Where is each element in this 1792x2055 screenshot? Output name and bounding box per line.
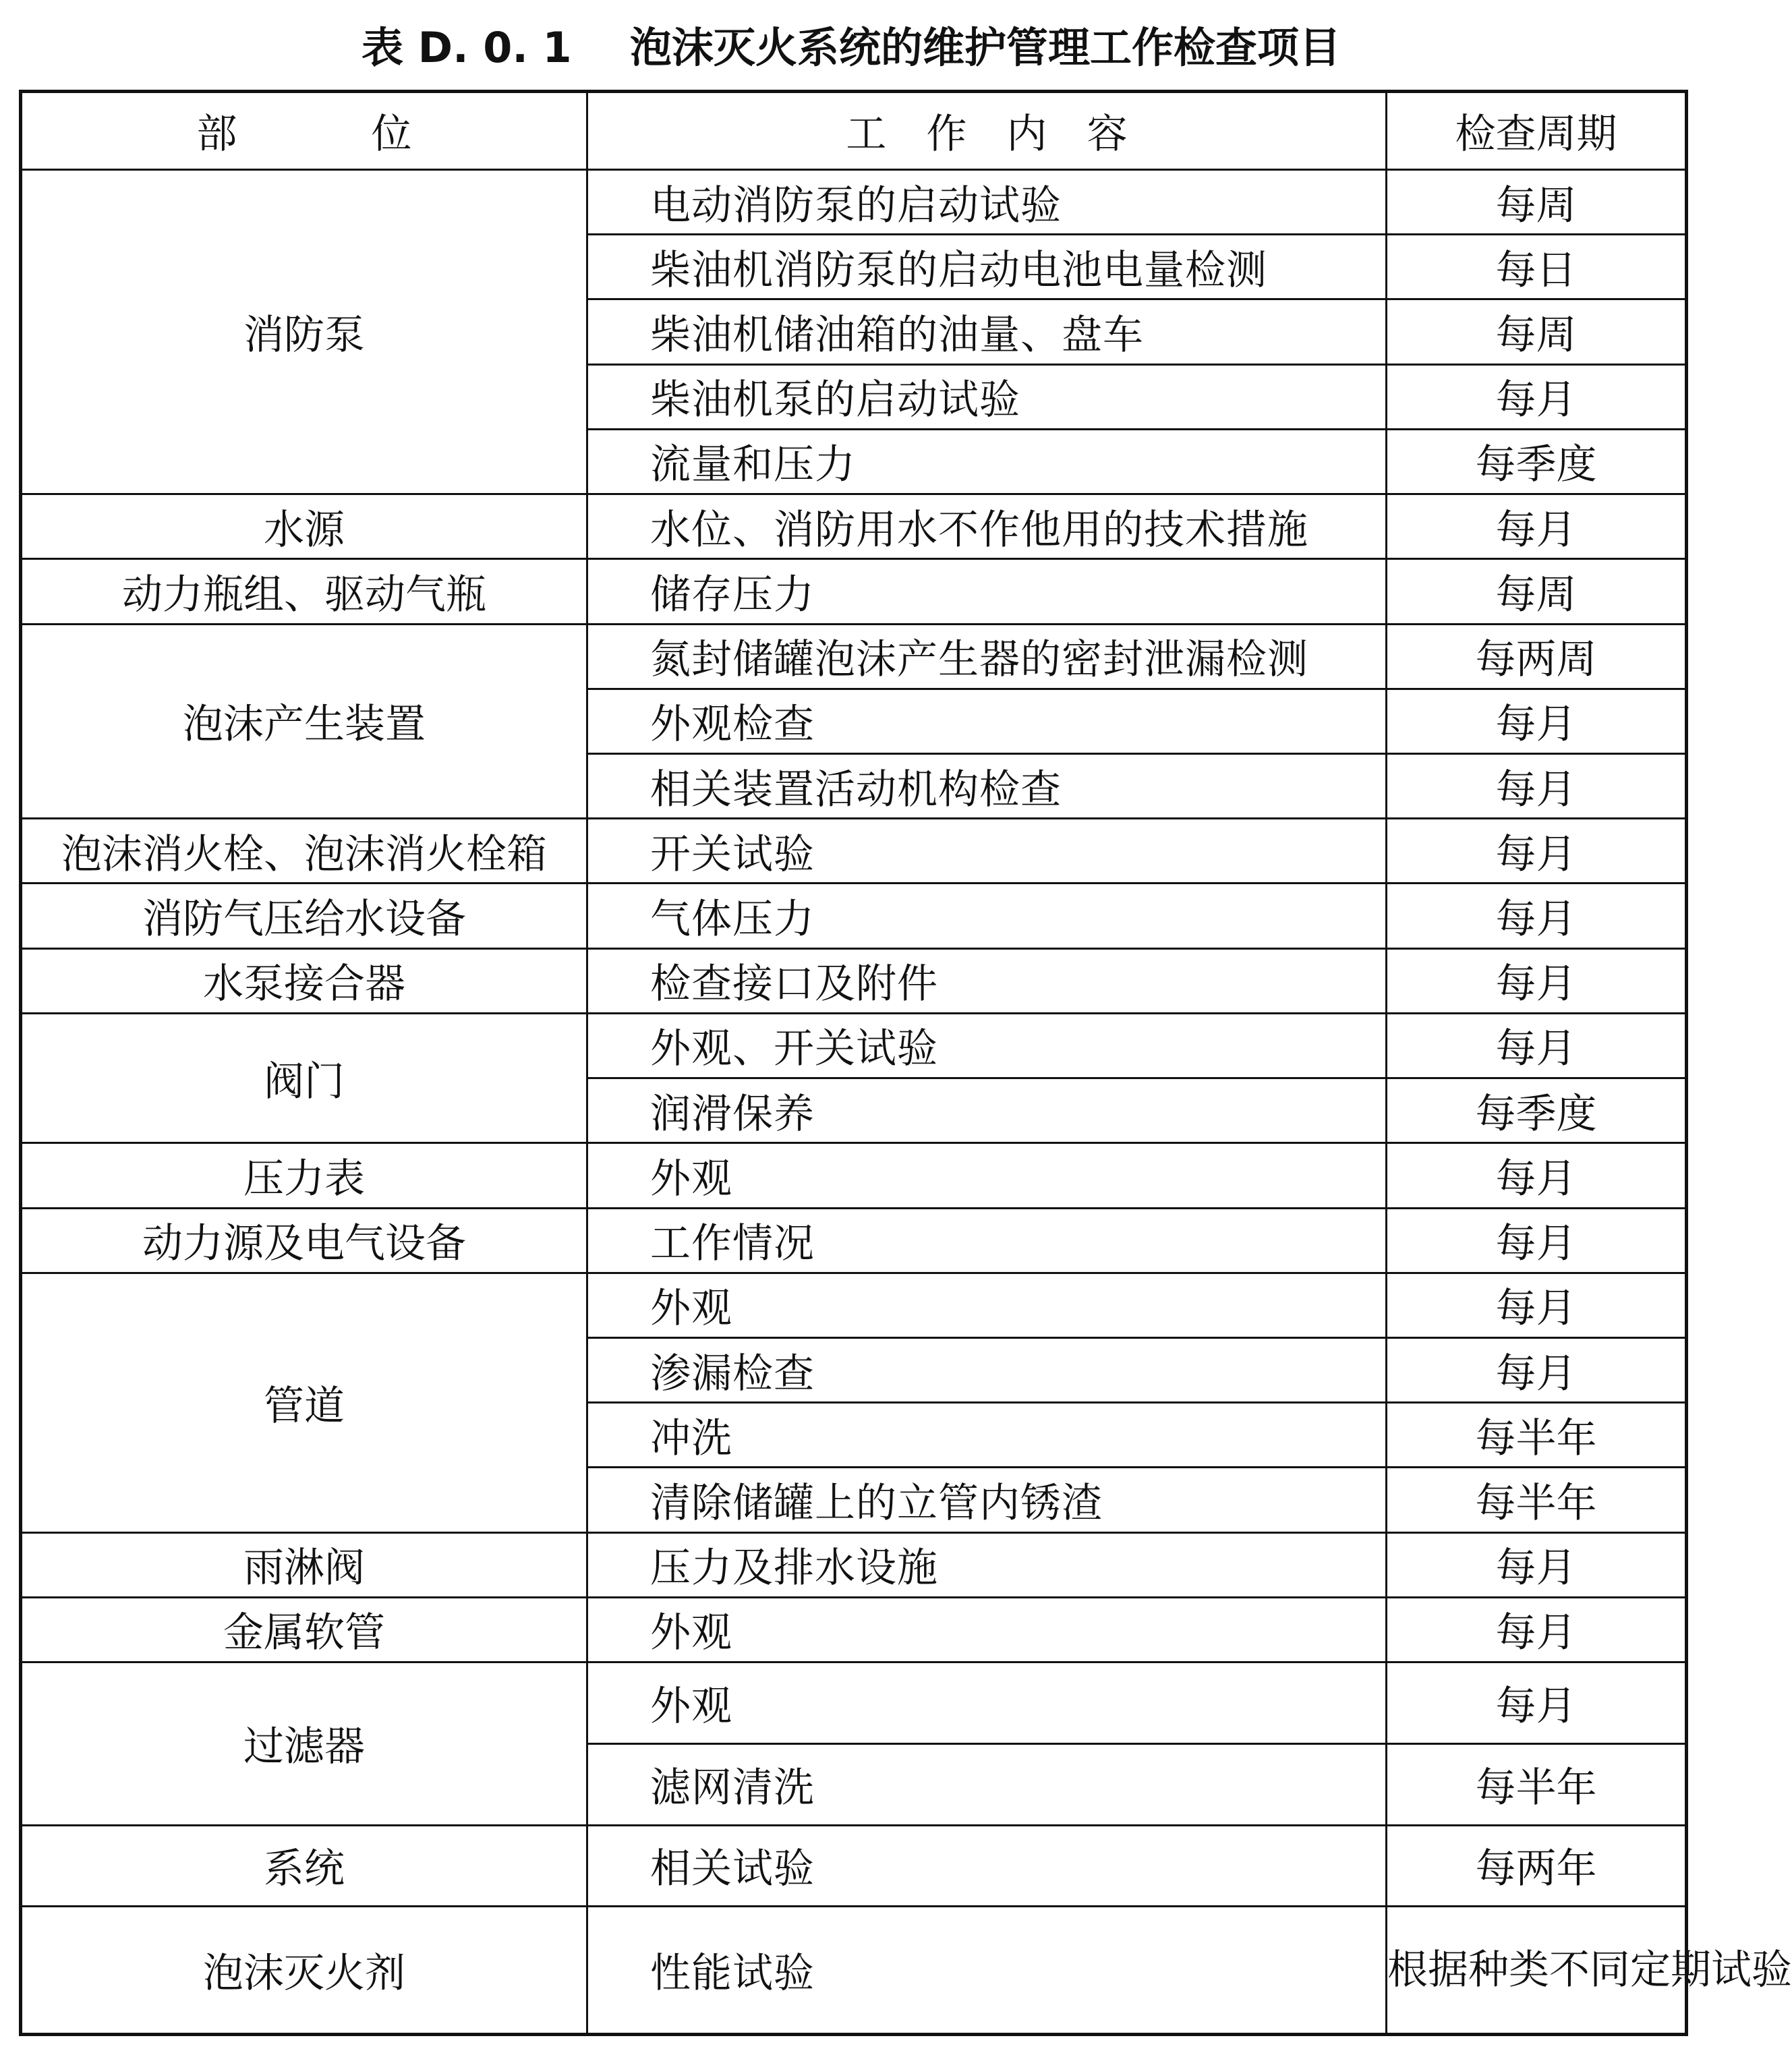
cell-content: 检查接口及附件 [587,948,1387,1013]
cell-period: 每周 [1387,170,1687,235]
table-row [21,884,1687,948]
cell-period: 每周 [1387,299,1687,364]
cell-content: 润滑保养 [587,1078,1387,1143]
cell-content: 渗漏检查 [587,1337,1387,1402]
cell-part: 泡沫灭火剂 [21,1907,587,2035]
cell-content: 流量和压力 [587,429,1387,494]
cell-content: 滤网清洗 [587,1743,1387,1825]
cell-period: 每月 [1387,1532,1687,1597]
table-row [21,1208,1687,1273]
cell-period: 每月 [1387,1208,1687,1273]
maintenance-table [19,90,1792,2036]
cell-part: 压力表 [21,1143,587,1208]
cell-part: 动力瓶组、驱动气瓶 [21,559,587,624]
cell-part: 泡沫消火栓、泡沫消火栓箱 [21,819,587,884]
cell-part: 消防泵 [21,170,587,494]
cell-period: 每月 [1387,494,1687,559]
cell-period: 每季度 [1387,1078,1687,1143]
cell-part: 过滤器 [21,1662,587,1826]
cell-period: 每月 [1387,364,1687,429]
cell-period: 每半年 [1387,1403,1687,1468]
cell-content: 相关试验 [587,1825,1387,1907]
cell-period: 每月 [1387,753,1687,818]
cell-period: 每月 [1387,1597,1687,1662]
cell-content: 电动消防泵的启动试验 [587,170,1387,235]
cell-period: 每月 [1387,819,1687,884]
cell-part: 阀门 [21,1013,587,1142]
cell-content: 压力及排水设施 [587,1532,1387,1597]
header-period: 检查周期 [1387,92,1687,170]
table-row [21,559,1687,624]
table-body [21,170,1792,2035]
cell-period: 每日 [1387,235,1687,299]
cell-content: 储存压力 [587,559,1387,624]
cell-part: 系统 [21,1825,587,1907]
cell-content: 柴油机泵的启动试验 [587,364,1387,429]
cell-part: 水源 [21,494,587,559]
cell-content: 外观 [587,1597,1387,1662]
table-row [21,1143,1687,1208]
cell-content: 氮封储罐泡沫产生器的密封泄漏检测 [587,624,1387,689]
cell-content: 外观检查 [587,689,1387,753]
table-row [21,1597,1687,1662]
table-row [21,948,1687,1013]
cell-content: 外观、开关试验 [587,1013,1387,1078]
cell-content: 清除储罐上的立管内锈渣 [587,1468,1387,1532]
table-row [21,1825,1687,1907]
cell-period: 每周 [1387,559,1687,624]
table-row [21,1907,1687,2035]
table-row [21,494,1687,559]
cell-part: 金属软管 [21,1597,587,1662]
cell-period: 每两周 [1387,624,1687,689]
cell-part: 泡沫产生装置 [21,624,587,819]
cell-period: 每月 [1387,1143,1687,1208]
cell-period: 每季度 [1387,429,1687,494]
cell-content: 性能试验 [587,1907,1387,2035]
header-content: 工 作 内 容 [587,92,1387,170]
cell-part: 雨淋阀 [21,1532,587,1597]
cell-period: 每月 [1387,948,1687,1013]
cell-period: 每月 [1387,884,1687,948]
cell-period: 每月 [1387,1662,1687,1744]
table-row [21,1662,1687,1744]
cell-period: 每月 [1387,1337,1687,1402]
cell-period: 每月 [1387,1273,1687,1337]
header-row [21,92,1687,170]
table-row [21,819,1687,884]
table-row [21,170,1687,235]
cell-period: 每月 [1387,1013,1687,1078]
cell-period: 每半年 [1387,1468,1687,1532]
cell-part: 水泵接合器 [21,948,587,1013]
table-row [21,1013,1687,1078]
cell-period: 根据种类不同定期试验 [1387,1907,1687,2035]
cell-content: 冲洗 [587,1403,1387,1468]
table-row [21,1273,1687,1337]
cell-content: 气体压力 [587,884,1387,948]
table-row [21,1532,1687,1597]
cell-content: 外观 [587,1273,1387,1337]
cell-content: 工作情况 [587,1208,1387,1273]
header-part: 部 位 [21,92,587,170]
cell-content: 外观 [587,1143,1387,1208]
cell-content: 水位、消防用水不作他用的技术措施 [587,494,1387,559]
cell-content: 柴油机储油箱的油量、盘车 [587,299,1387,364]
cell-period: 每半年 [1387,1743,1687,1825]
cell-period: 每两年 [1387,1825,1687,1907]
cell-period: 每月 [1387,689,1687,753]
cell-content: 外观 [587,1662,1387,1744]
cell-content: 柴油机消防泵的启动电池电量检测 [587,235,1387,299]
table-row [21,624,1687,689]
table-title: 表 D. 0. 1 泡沫灭火系统的维护管理工作检查项目 [362,22,1341,72]
cell-part: 管道 [21,1273,587,1532]
cell-part: 消防气压给水设备 [21,884,587,948]
cell-content: 相关装置活动机构检查 [587,753,1387,818]
cell-content: 开关试验 [587,819,1387,884]
cell-part: 动力源及电气设备 [21,1208,587,1273]
